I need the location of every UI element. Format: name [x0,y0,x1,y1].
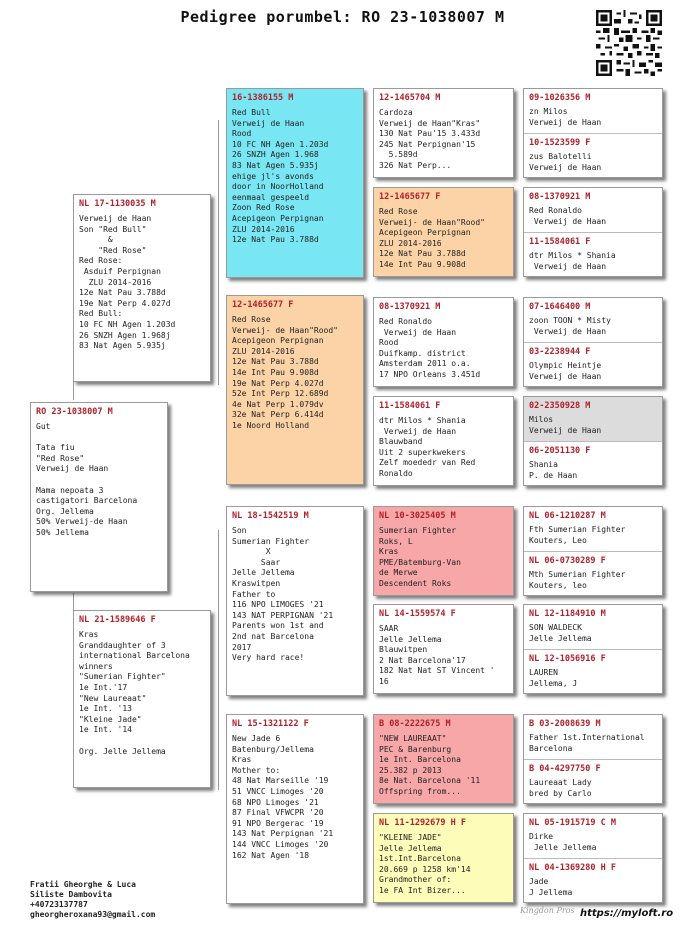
ring-number: B 04-4297750 F [529,764,601,774]
g5-entry[interactable] [524,442,662,486]
pigeon-details: Father 1st.International Barcelona [529,733,645,753]
g5-pair-card[interactable] [523,187,663,277]
pigeon-details: Son Sumerian Fighter X Saar Jelle Jellema Kraswitpen Father to 116 NPO LIMOGES '21 143 NAT PERPIGNAN '21 Parents won 1st and 2nd nat Barcelona 2017 Very hard race! [232,526,334,663]
ring-number: NL 21-1589646 F [79,615,156,625]
ring-number: 07-1646400 M [529,302,591,312]
ddd-card[interactable] [373,813,514,903]
divider [524,858,662,859]
pigeon-details: Verweij de Haan Son "Red Bull" & "Red Rose" Red Rose: Asduif Perpignan ZLU 2014-2016 12e Nat Pau 3.788d 19e Nat Perp 4.027d Red Bull: 10 FC NH Agen 1.203d 26 SNZH Agen 1.968j 83 Nat Agen 5.935j [79,214,176,351]
ring-number: 06-2051130 F [529,446,591,456]
g5-pair-card[interactable] [523,506,663,596]
divider [524,342,662,343]
g5-pair-card[interactable] [523,604,663,694]
page-title: Pedigree porumbel: RO 23-1038007 M [180,8,505,26]
ring-number: NL 04-1369280 H F [529,863,616,873]
ring-number: 16-1386155 M [232,93,294,103]
dsd-card[interactable] [373,604,514,694]
pigeon-details: Sumerian Fighter Roks, L Kras PME/Batemburg-Van de Merwe Descendent Roks [379,526,461,588]
dss-card[interactable] [373,506,514,596]
divider [524,441,662,442]
sire-sire-card[interactable] [226,88,364,278]
pigeon-details: zus Balotelli Verweij de Haan [529,152,602,172]
ring-number: NL 17-1130035 M [79,199,156,209]
g5-entry[interactable] [524,188,662,232]
pigeon-details: SON WALDECK Jelle Jellema [529,623,592,643]
pigeon-details: Jade J Jellema [529,877,573,897]
pigeon-details: Olympic Heintje Verweij de Haan [529,361,602,381]
g5-entry[interactable] [524,397,662,441]
divider [524,232,662,233]
g5-pair-card[interactable] [523,714,663,804]
pigeon-details: LAUREN Jellema, J [529,668,578,688]
g5-entry[interactable] [524,650,662,694]
pigeon-details: Red Bull Verweij de Haan Rood 10 FC NH Agen 1.203d 26 SNZH Agen 1.968 83 Nat Agen 5.935j ehige jl's avonds door in NoorHolland eenmaal gespeeld Zoon Red Rose Acepigeon Perpignan ZLU 2014-2016 12e Nat Pau 3.788d [232,108,329,245]
pigeon-details: Red Rose Verweij- de Haan"Rood" Acepigeon Perpignan ZLU 2014-2016 12e Nat Pau 3.788d 14e Int Pau 9.908d [379,207,485,269]
ring-number: 12-1465677 F [379,192,441,202]
ring-number: NL 05-1915719 C M [529,818,616,828]
g5-entry[interactable] [524,814,662,858]
sire-dam-card[interactable] [226,295,364,485]
pigeon-details: Fth Sumerian Fighter Kouters, Leo [529,525,626,545]
g5-entry[interactable] [524,134,662,178]
ring-number: 09-1026356 M [529,93,591,103]
divider [524,551,662,552]
sss-card[interactable] [373,88,514,178]
signature-text: Kingdon Pros [520,906,575,915]
ring-number: 10-1523599 F [529,138,591,148]
ring-number: 03-2238944 F [529,347,591,357]
ring-number: 08-1370921 M [529,192,591,202]
pigeon-details: Gut Tata fiu "Red Rose" Verweij de Haan Mama nepoata 3 castigatori Barcelona Org. Jellema 50% Verweij-de Haan 50% Jellema [36,422,138,537]
ring-number: RO 23-1038007 M [36,407,113,417]
divider [524,649,662,650]
pigeon-details: Dirke Jelle Jellema [529,832,597,852]
ring-number: B 03-2008639 M [529,719,601,729]
ring-number: NL 11-1292679 H F [379,818,466,828]
ssd-card[interactable] [373,187,514,277]
pigeon-details: dtr Milos * Shania Verweij de Haan [529,251,616,271]
g5-entry[interactable] [524,89,662,133]
g5-entry[interactable] [524,298,662,342]
ring-number: NL 18-1542519 M [232,511,309,521]
g5-entry[interactable] [524,343,662,387]
sire-card[interactable] [73,194,211,382]
pigeon-details: Laureaat Lady bred by Carlo [529,778,592,798]
pigeon-details: Red Rose Verweij- de Haan"Rood" Acepigeon Perpignan ZLU 2014-2016 12e Nat Pau 3.788d 14e Int Pau 9.908d 19e Nat Perp 4.027d 52e Int Perp 12.689d 4e Nat Perp 1.079dv 32e Nat Perp 6.414d 1e Noord Holland [232,315,338,430]
website-link[interactable]: https://myloft.ro [580,908,674,919]
g5-entry[interactable] [524,507,662,551]
g5-pair-card[interactable] [523,396,663,486]
pigeon-details: Red Ronaldo Verweij de Haan Rood Duifkamp. district Amsterdam 2011 o.a. 17 NPO Orleans 3.451d [379,317,481,379]
pigeon-details: Milos Verweij de Haan [529,415,602,435]
ring-number: 12-1465704 M [379,93,441,103]
g5-pair-card[interactable] [523,297,663,387]
pigeon-details: Cardoza Verweij de Haan"Kras" 130 Nat Pau'15 3.433d 245 Nat Perpignan'15 5.589d 326 Nat Perp... [379,108,481,170]
divider [524,133,662,134]
ring-number: NL 06-1210287 M [529,511,606,521]
pigeon-details: New Jade 6 Batenburg/Jellema Kras Mother to: 48 Nat Marseille '19 51 VNCC Limoges '20 68 NPO Limoges '21 87 Final VFWCPR '20 91 NPO Bergerac '19 143 Nat Perpignan '21 144 VNCC Limoges '20 162 Nat Agen '18 [232,734,334,860]
pigeon-details: Kras Granddaughter of 3 international Barcelona winners "Sumerian Fighter" 1e Int.'17 "New Laureaat" 1e Int. '13 "Kleine Jade" 1e Int. '14 Org. Jelle Jellema [79,630,190,756]
dds-card[interactable] [373,714,514,804]
ring-number: B 08-2222675 M [379,719,451,729]
g5-pair-card[interactable] [523,813,663,903]
pigeon-details: SAAR Jelle Jellema Blauwitpen 2 Nat Barcelona'17 182 Nat Nat ST Vincent ' 16 [379,624,495,686]
dam-sire-card[interactable] [226,506,364,696]
g5-entry[interactable] [524,715,662,759]
breeder-contact: Fratii Gheorghe & Luca Siliste Dambovita +40723137787 gheorgheroxana93@gmail.com [30,880,156,919]
g5-entry[interactable] [524,605,662,649]
ring-number: 02-2350928 M [529,401,591,411]
pigeon-details: Mth Sumerian Fighter Kouters, leo [529,570,626,590]
g5-entry[interactable] [524,760,662,804]
dam-dam-card[interactable] [226,714,364,904]
pigeon-details: "KLEINE JADE" Jelle Jellema 1st.Int.Barcelona 20.669 p 1258 km'14 Grandmother of: 1e FA Int Bizer... [379,833,471,895]
ring-number: 11-1584061 F [379,401,441,411]
pigeon-details: zoon TOON * Misty Verweij de Haan [529,316,611,336]
ring-number: 08-1370921 M [379,302,441,312]
ring-number: NL 15-1321122 F [232,719,309,729]
ring-number: NL 14-1559574 F [379,609,456,619]
pigeon-details: dtr Milos * Shania Verweij de Haan Blauwband Uit 2 superkwekers Zelf moededr van Red Ronaldo [379,416,476,478]
pigeon-details: "NEW LAUREAAT" PEC & Barenburg 1e Int. Barcelona 25.382 p 2013 8e Nat. Barcelona '11 Offspring from... [379,734,481,796]
ring-number: NL 06-0730289 F [529,556,606,566]
divider [524,759,662,760]
sdd-card[interactable] [373,396,514,486]
connector-line [218,530,219,790]
pigeon-details: Red Ronaldo Verweij de Haan [529,206,607,226]
pigeon-details: zn Milos Verweij de Haan [529,107,602,127]
qr-code-icon [596,10,662,76]
pigeon-details: Shania P. de Haan [529,460,578,480]
g5-pair-card[interactable] [523,88,663,178]
ring-number: NL 12-1184910 M [529,609,606,619]
g5-entry[interactable] [524,552,662,596]
ring-number: NL 12-1056916 F [529,654,606,664]
ring-number: 11-1584061 F [529,237,591,247]
sds-card[interactable] [373,297,514,387]
ring-number: NL 10-3025405 M [379,511,456,521]
connector-line [218,120,219,385]
ring-number: 12-1465677 F [232,300,294,310]
dam-card[interactable] [73,610,211,788]
subject-card[interactable] [30,402,168,592]
g5-entry[interactable] [524,859,662,903]
g5-entry[interactable] [524,233,662,277]
